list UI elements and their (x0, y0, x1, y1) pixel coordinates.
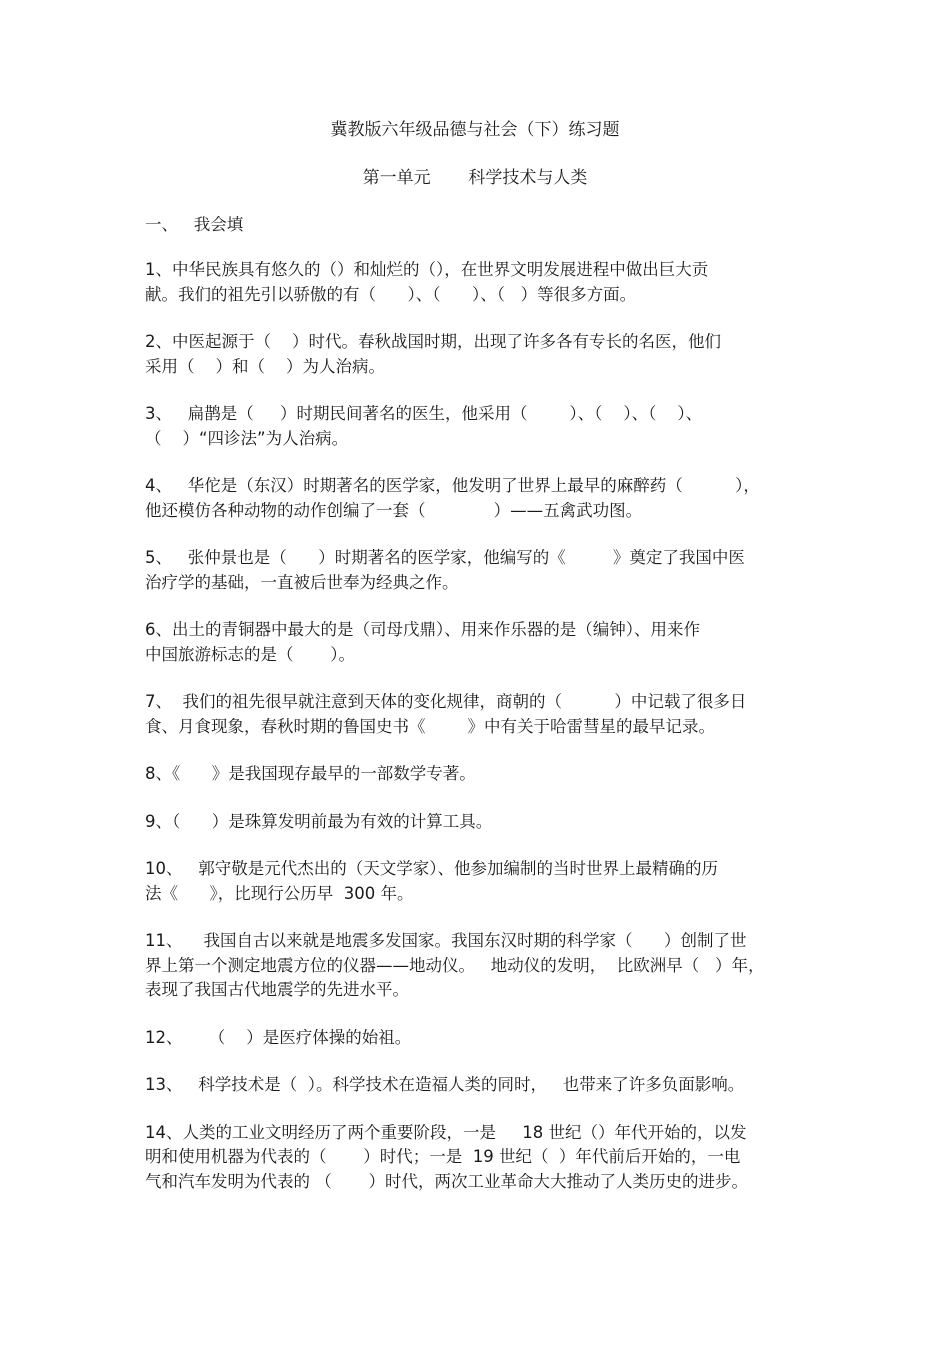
question-line: 6、出土的青铜器中最大的是（司母戊鼎）、用来作乐器的是（编钟）、用来作 (145, 620, 700, 639)
question-line: 5、 张仲景也是（ ）时期著名的医学家，他编写的《 》奠定了我国中医 (145, 548, 745, 567)
question-line: 献。我们的祖先引以骄傲的有（ ）、（ ）、（ ）等很多方面。 (145, 284, 637, 304)
question-item (145, 546, 815, 595)
question-item (145, 762, 815, 787)
question-line: 12、 （ ）是医疗体操的始祖。 (145, 1027, 412, 1047)
question-line: 气和汽车发明为代表的 （ ）时代，两次工业革命大大推动了人类历史的进步。 (145, 1171, 748, 1191)
question-item (145, 690, 815, 739)
question-item (145, 402, 815, 451)
question-line: 明和使用机器为代表的（ ）时代；一是 19 世纪（ ）年代前后开始的，一电 (145, 1147, 741, 1166)
question-item (145, 810, 815, 835)
question-line: 9、（ ）是珠算发明前最为有效的计算工具。 (145, 811, 493, 831)
question-line: 2、中医起源于（ ）时代。春秋战国时期，出现了许多各有专长的名医，他们 (145, 332, 721, 351)
question-line: 10、 郭守敬是元代杰出的（天文学家）、他参加编制的当时世界上最精确的历 (145, 859, 718, 878)
question-line: 4、 华佗是（东汉）时期著名的医学家，他发明了世界上最早的麻醉药（ ）， (145, 476, 760, 495)
question-line: 14、人类的工业文明经历了两个重要阶段，一是 18 世纪（）年代开始的，以发 (145, 1122, 747, 1142)
question-item (145, 1073, 815, 1098)
question-item (145, 330, 815, 379)
question-item (145, 618, 815, 667)
question-line: 他还模仿各种动物的动作创编了一套（ ）——五禽武功图。 (145, 500, 643, 520)
question-line: 1、中华民族具有悠久的（）和灿烂的（），在世界文明发展进程中做出巨大贡 (145, 260, 709, 279)
question-item (145, 857, 815, 906)
unit-subtitle: 第一单元 科学技术与人类 (362, 168, 588, 188)
question-item (145, 1026, 815, 1051)
question-line: （ ）“四诊法”为人治病。 (145, 428, 349, 448)
question-line: 治疗学的基础，一直被后世奉为经典之作。 (145, 572, 459, 592)
document-title: 冀教版六年级品德与社会（下）练习题 (330, 120, 620, 140)
question-item (145, 1121, 815, 1195)
section-heading: 一、 我会填 (145, 215, 244, 234)
question-line: 表现了我国古代地震学的先进水平。 (145, 980, 409, 999)
question-line: 7、 我们的祖先很早就注意到天体的变化规律，商朝的（ ）中记载了很多日 (145, 692, 747, 711)
question-line: 11、 我国自古以来就是地震多发国家。我国东汉时期的科学家（ ）创制了世 (145, 931, 747, 950)
question-line: 13、 科学技术是（ ）。科学技术在造福人类的同时， 也带来了许多负面影响。 (145, 1075, 745, 1094)
question-line: 采用（ ）和（ ）为人治病。 (145, 356, 385, 376)
question-list (145, 258, 815, 1217)
question-line: 中国旅游标志的是（ ）。 (145, 644, 355, 664)
question-item (145, 929, 815, 1003)
question-line: 3、 扁鹊是（ ）时期民间著名的医生，他采用（ ）、（ ）、（ ）、 (145, 404, 703, 423)
question-item (145, 474, 815, 523)
question-line: 8、《 》是我国现存最早的一部数学专著。 (145, 764, 476, 783)
question-line: 界上第一个测定地震方位的仪器——地动仪。 地动仪的发明， 比欧洲早（ ）年， (145, 955, 765, 975)
question-line: 法《 》，比现行公历早 300 年。 (145, 883, 414, 903)
question-item (145, 258, 815, 307)
question-line: 食、月食现象，春秋时期的鲁国史书《 》中有关于哈雷彗星的最早记录。 (145, 716, 715, 736)
